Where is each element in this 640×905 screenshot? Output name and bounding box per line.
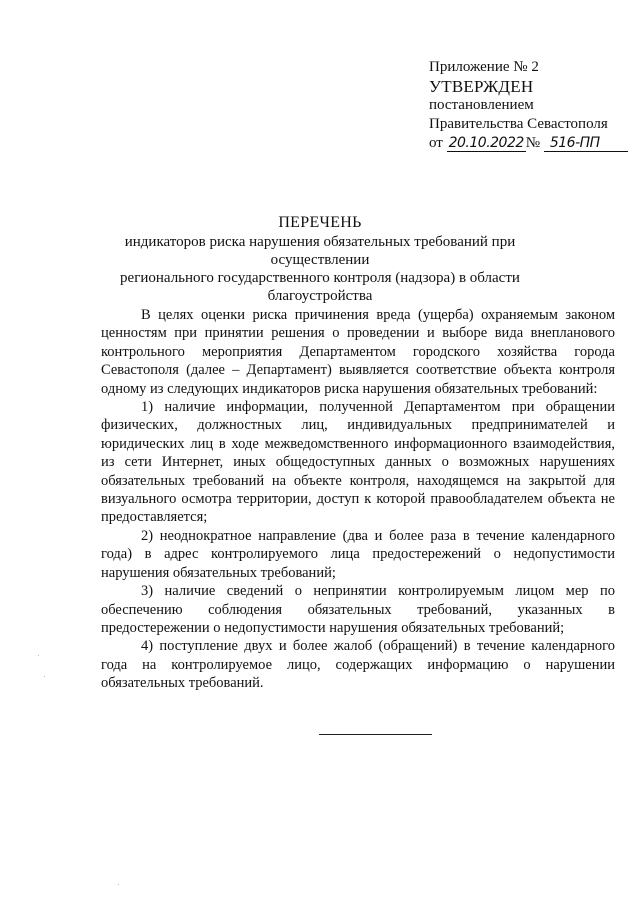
document-body [101, 306, 615, 693]
approved-label: УТВЕРЖДЕН [429, 77, 534, 96]
indicator-item-1: 1) наличие информации, полученной Департаментом при обращении физических, должностных лиц, индивидуальных предпринимателей и юридических лиц в ходе межведомственного информационного взаимодействия, из сети Интернет, иных общедоступных данных о возможных нарушениях обязательных требований на объекте контроля, находящемся на закрытой для визуального осмотра территории, доступ к которой правообладателем объекта не предоставляется; [101, 399, 615, 526]
scan-speck [44, 676, 45, 677]
title-heading: ПЕРЕЧЕНЬ [278, 214, 362, 231]
title-line-2: регионального государственного контроля (надзора) в области [120, 270, 520, 286]
number-label: № [525, 135, 541, 151]
indicator-item-3: 3) наличие сведений о непринятии контролируемым лицом мер по обеспечению соблюдения обязательных требований, указанных в предостережении о недопустимости нарушения обязательных требований; [101, 583, 615, 636]
approval-stamp [429, 58, 629, 153]
scan-speck [118, 884, 119, 885]
date-field [447, 135, 526, 152]
appendix-label: Приложение № 2 [429, 59, 539, 75]
scan-speck [38, 655, 39, 656]
handwritten-number: 516-ПП [549, 135, 600, 151]
date-number-line [429, 134, 629, 153]
resolution-label: постановлением [429, 97, 534, 113]
title-line-1: индикаторов риска нарушения обязательных требований при осуществлении [124, 234, 516, 268]
intro-paragraph: В целях оценки риска причинения вреда (ущерба) охраняемым законом ценностям при принятии решения о проведении и выборе вида внепланового контрольного мероприятия Департаментом городского хозяйства города Севастополя (далее – Департамент) выявляется соответствие объекта контроля одному из следующих индикаторов риска нарушения обязательных требований: [101, 307, 615, 397]
indicator-item-2: 2) неоднократное направление (два и более раза в течение календарного года) в адрес контролируемого лица предостережений о недопустимости нарушения обязательных требований; [101, 527, 615, 581]
handwritten-date: 20.10.2022 [448, 135, 524, 151]
end-separator-line [319, 734, 432, 735]
from-label: от [429, 135, 443, 151]
number-field [544, 135, 628, 152]
document-title [95, 214, 545, 305]
indicator-item-4: 4) поступление двух и более жалоб (обращений) в течение календарного года на контролируемое лицо, содержащих информацию о нарушении обязательных требований. [101, 638, 615, 692]
title-line-3: благоустройства [267, 288, 373, 304]
government-label: Правительства Севастополя [429, 116, 608, 132]
